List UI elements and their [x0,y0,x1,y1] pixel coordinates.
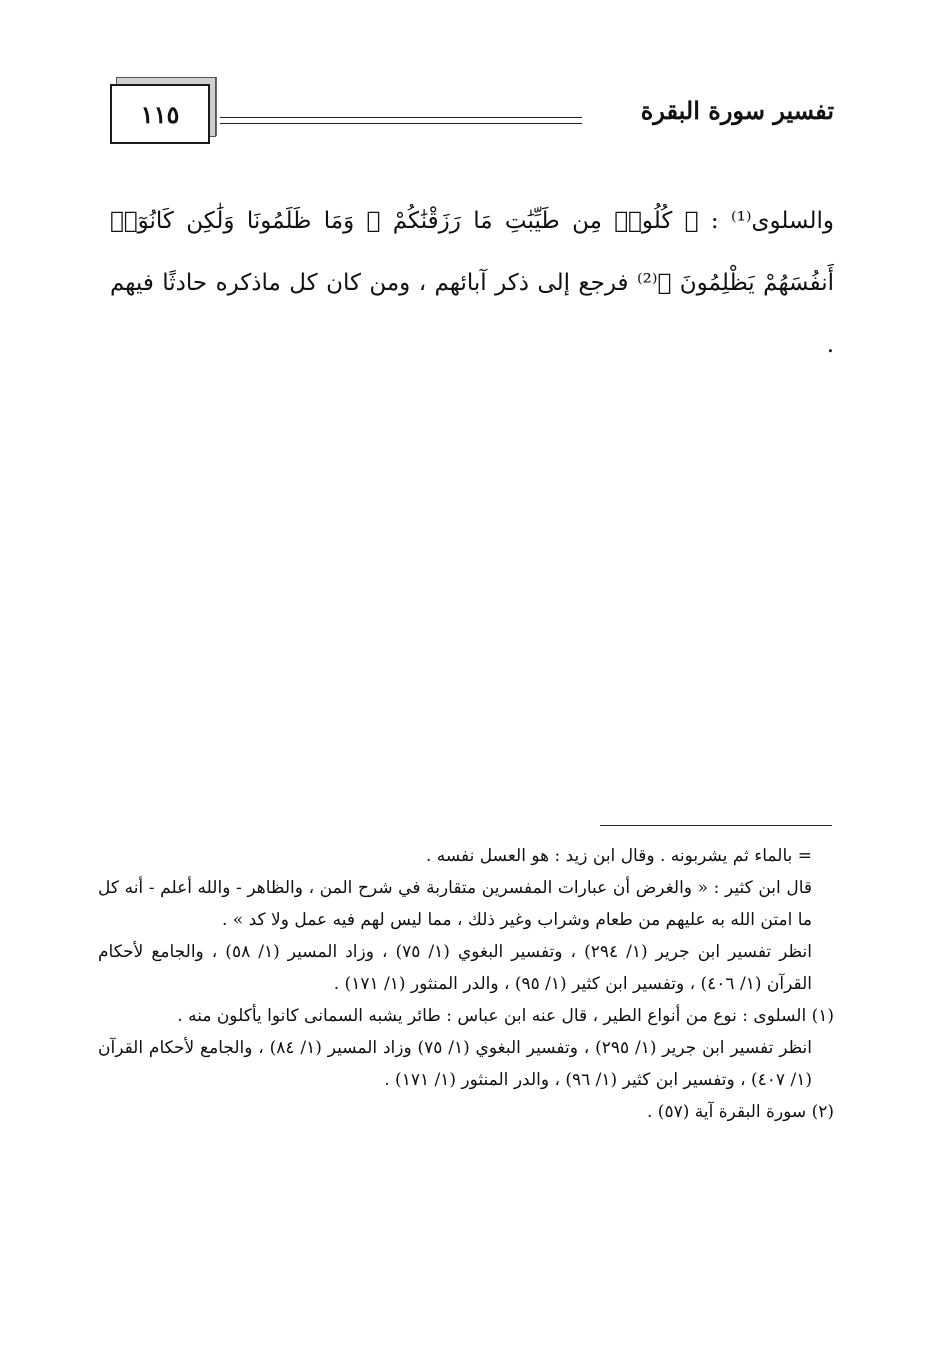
running-title: تفسير سورة البقرة [640,96,834,125]
footnote-continuation: = بالماء ثم يشربونه . وقال ابن زيد : هو العسل نفسه . [425,846,812,866]
footnote-1: (١) السلوى : نوع من أنواع الطير ، قال عنه ابن عباس : طائر يشبه السمانى كانوا يأكلون منه . [177,1006,834,1026]
footnote-2: (٢) سورة البقرة آية (٥٧) . [646,1102,834,1122]
footnote-separator [600,825,832,826]
footnotes [98,840,834,1128]
main-paragraph: والسلوى⁽¹⁾ : ﴿ كُلُوا۟ مِن طَيِّبَٰتِ مَا رَزَقْنَٰكُمْ ۚ وَمَا ظَلَمُونَا وَلَٰكِن كَانُوٓا۟ أَنفُسَهُمْ يَظْلِمُونَ ﴾⁽²⁾ فرجع إلى ذكر آبائهم ، ومن كان كل ماذكره حادثًا فيهم . [110,208,834,358]
page-number-text: ١١٥ [140,99,180,129]
footnote-sources-2: انظر تفسير ابن جرير (١/ ٢٩٥) ، وتفسير البغوي (١/ ٧٥) وزاد المسير (١/ ٨٤) ، والجامع لأحكام القرآن (١/ ٤٠٧) ، وتفسير ابن كثير (١/ ٩٦) ، والدر المنثور (١/ ١٧١) . [98,1038,812,1090]
header-rule [220,117,582,124]
footnote-ibn-kathir-quote: قال ابن كثير : « والغرض أن عبارات المفسرين متقاربة في شرح المن ، والظاهر - والله أعلم - أنه كل ما امتن الله به عليهم من طعام وشراب وغير ذلك ، مما ليس لهم فيه عمل ولا كد » . [98,878,812,930]
page-number [110,84,210,144]
footnote-sources-1: انظر تفسير ابن جرير (١/ ٢٩٤) ، وتفسير البغوي (١/ ٧٥) ، وزاد المسير (١/ ٥٨) ، والجامع لأحكام القرآن (١/ ٤٠٦) ، وتفسير ابن كثير (١/ ٩٥) ، والدر المنثور (١/ ١٧١) . [98,942,812,994]
